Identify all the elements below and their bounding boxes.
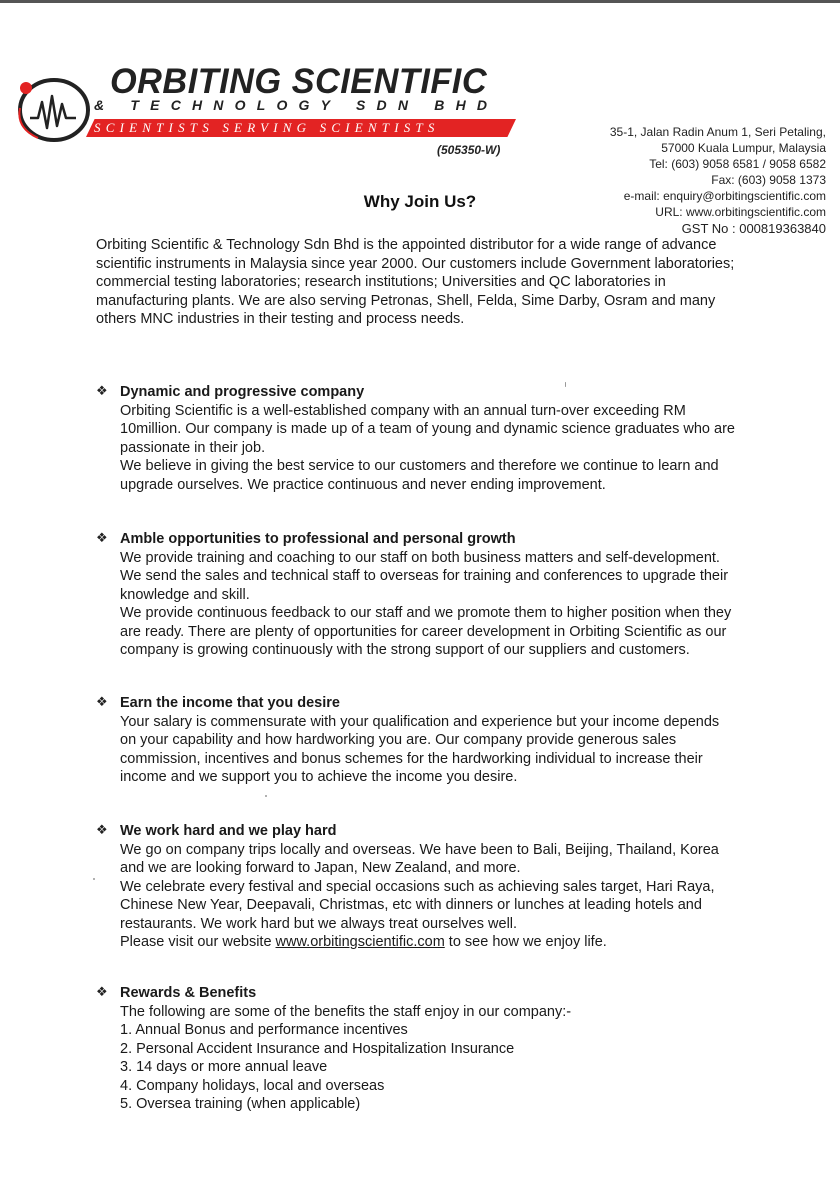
bullet-diamond-icon: ❖	[96, 530, 108, 545]
section-paragraph: Your salary is commensurate with your qualification and experience but your income depends on your capability and how hardworking you are. Our company provide generous sales commission, incentives and bonus schemes for the hardworking individual to increase their income and we support you to achieve the income you desire.	[120, 713, 720, 785]
registration-number: (505350-W)	[437, 143, 501, 157]
company-address	[610, 124, 826, 237]
section-rewards-benefits	[96, 984, 736, 1114]
list-item: 2. Personal Accident Insurance and Hospitalization Insurance	[120, 1040, 515, 1057]
section-heading: Earn the income that you desire	[120, 695, 340, 711]
section-paragraph: We go on company trips locally and overseas. We have been to Bali, Beijing, Thailand, Korea and we are looking forward to Japan, New Zealand, and more.	[120, 841, 719, 876]
fax-line: Fax: (603) 9058 1373	[711, 173, 826, 187]
address-line: 35-1, Jalan Radin Anum 1, Seri Petaling,	[609, 125, 826, 139]
section-income	[96, 694, 736, 787]
section-paragraph: Orbiting Scientific is a well-established company with an annual turn-over exceeding RM 10million. Our company is made up of a team of young and dynamic science graduates who are passionate in their job.	[120, 402, 735, 456]
section-paragraph: The following are some of the benefits the staff enjoy in our company:-	[120, 1003, 572, 1020]
section-paragraph: We provide training and coaching to our staff on both business matters and self-development. We send the sales and technical staff to overseas for training and conferences to upgrade their knowledge and skill.	[120, 549, 729, 603]
bullet-diamond-icon: ❖	[96, 822, 108, 837]
website-link[interactable]: www.orbitingscientific.com	[275, 934, 445, 950]
section-heading: We work hard and we play hard	[120, 823, 337, 839]
list-item: 4. Company holidays, local and overseas	[120, 1077, 385, 1094]
bullet-diamond-icon: ❖	[96, 984, 108, 999]
page-title: Why Join Us?	[363, 192, 477, 211]
section-growth-opportunities	[96, 530, 736, 660]
section-dynamic-company	[96, 383, 736, 494]
section-paragraph: We provide continuous feedback to our staff and we promote them to higher position when they are ready. There are plenty of opportunities for career development in Orbiting Scientific as our company is growing continuously with the strong support of our suppliers and customers.	[120, 605, 732, 658]
bullet-diamond-icon: ❖	[96, 694, 108, 709]
company-tagline: SCIENTISTS SERVING SCIENTISTS	[94, 120, 440, 135]
scan-speck	[265, 795, 267, 797]
gst-number: GST No : 000819363840	[681, 221, 826, 236]
list-item: 1. Annual Bonus and performance incentives	[120, 1022, 408, 1038]
scan-speck	[565, 382, 566, 387]
company-name: ORBITING SCIENTIFIC	[110, 62, 488, 101]
benefits-list	[120, 1021, 736, 1114]
bullet-diamond-icon: ❖	[96, 383, 108, 398]
scan-speck	[93, 878, 95, 880]
email-line: e-mail: enquiry@orbitingscientific.com	[623, 189, 826, 203]
section-paragraph: We believe in giving the best service to our customers and therefore we continue to learn and upgrade ourselves. We practice continuous and never ending improvement.	[120, 458, 719, 493]
address-line: 57000 Kuala Lumpur, Malaysia	[661, 141, 826, 155]
phone-line: Tel: (603) 9058 6581 / 9058 6582	[649, 157, 826, 171]
section-work-play	[96, 822, 736, 952]
website-visit-line	[120, 933, 736, 952]
section-paragraph: We celebrate every festival and special occasions such as achieving sales target, Hari Raya, Chinese New Year, Deepavali, Christmas, etc with dinners or lunches at leading hotels and restaurants. We work hard but we always treat ourselves well.	[120, 878, 715, 932]
company-subtitle: & TECHNOLOGY SDN BHD	[94, 97, 499, 113]
section-heading: Rewards & Benefits	[120, 985, 257, 1001]
url-line: URL: www.orbitingscientific.com	[655, 205, 826, 219]
website-text-pre: Please visit our website	[120, 934, 276, 950]
list-item: 3. 14 days or more annual leave	[120, 1059, 328, 1075]
website-text-post: to see how we enjoy life.	[444, 934, 607, 950]
list-item: 5. Oversea training (when applicable)	[120, 1096, 361, 1112]
intro-paragraph: Orbiting Scientific & Technology Sdn Bhd is the appointed distributor for a wide range of advance scientific instruments in Malaysia since year 2000. Our customers include Government laboratories; commercial testing laboratories; research institutions; Universities and QC laboratories in manufacturing plants. We are also serving Petronas, Shell, Felda, Sime Darby, Osram and many others MNC industries in their testing and process needs.	[96, 237, 735, 327]
section-heading: Amble opportunities to professional and personal growth	[120, 531, 516, 547]
section-heading: Dynamic and progressive company	[120, 384, 365, 400]
